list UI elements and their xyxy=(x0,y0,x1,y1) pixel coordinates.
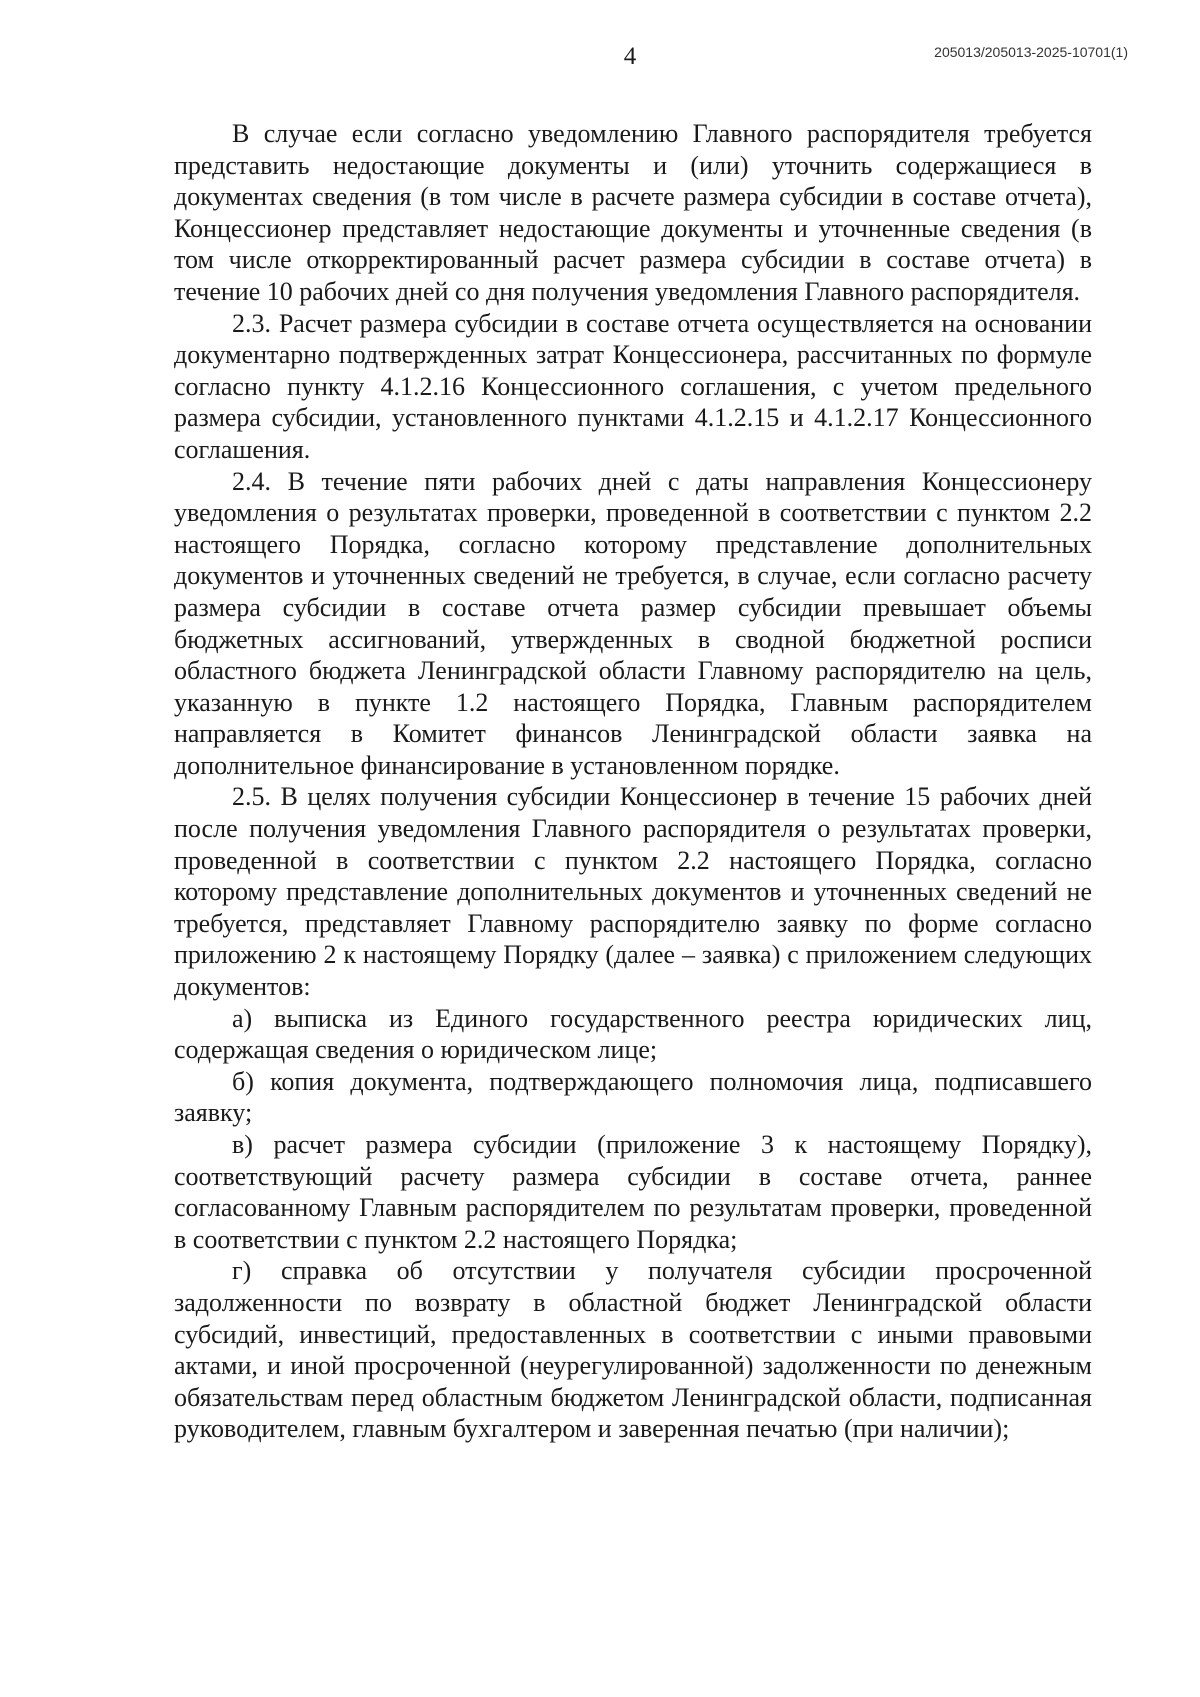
list-item-a: а) выписка из Единого государственного реестра юридических лиц, содержащая сведения о юридическом лице; xyxy=(174,1003,1092,1065)
document-body xyxy=(174,118,1092,1445)
list-item-b: б) копия документа, подтверждающего полномочия лица, подписавшего заявку; xyxy=(174,1066,1092,1128)
paragraph-2-4: 2.4. В течение пяти рабочих дней с даты направления Концессионеру уведомления о результатах проверки, проведенной в соответствии с пунктом 2.2 настоящего Порядка, согласно которому представление дополнительных документов и уточненных сведений не требуется, в случае, если согласно расчету размера субсидии в составе отчета размер субсидии превышает объемы бюджетных ассигнований, утвержденных в сводной бюджетной росписи областного бюджета Ленинградской области Главному распорядителю на цель, указанную в пункте 1.2 настоящего Порядка, Главным распорядителем направляется в Комитет финансов Ленинградской области заявка на дополнительное финансирование в установленном порядке. xyxy=(174,466,1092,780)
list-item-v: в) расчет размера субсидии (приложение 3 к настоящему Порядку), соответствующий расчету размера субсидии в составе отчета, раннее согласованному Главным распорядителем по результатам проверки, проведенной в соответствии с пунктом 2.2 настоящего Порядка; xyxy=(174,1130,1092,1254)
document-id: 205013/205013-2025-10701(1) xyxy=(934,44,1128,60)
page-number: 4 xyxy=(623,43,637,70)
list-item-g: г) справка об отсутствии у получателя субсидии просроченной задолженности по возврату в областной бюджет Ленинградской области субсидий, инвестиций, предоставленных в соответствии с иными правовыми актами, и иной просроченной (неурегулированной) задолженности по денежным обязательствам перед областным бюджетом Ленинградской области, подписанная руководителем, главным бухгалтером и заверенная печатью (при наличии); xyxy=(174,1256,1092,1444)
paragraph-2-5: 2.5. В целях получения субсидии Концессионер в течение 15 рабочих дней после получения уведомления Главного распорядителя о результатах проверки, проведенной в соответствии с пунктом 2.2 настоящего Порядка, согласно которому представление дополнительных документов и уточненных сведений не требуется, представляет Главному распорядителю заявку по форме согласно приложению 2 к настоящему Порядку (далее – заявка) с приложением следующих документов: xyxy=(174,782,1092,1002)
paragraph-notice-response: В случае если согласно уведомлению Главного распорядителя требуется представить недостающие документы и (или) уточнить содержащиеся в документах сведения (в том числе в расчете размера субсидии в составе отчета), Концессионер представляет недостающие документы и уточненные сведения (в том числе откорректированный расчет размера субсидии в составе отчета) в течение 10 рабочих дней со дня получения уведомления Главного распорядителя. xyxy=(174,119,1092,306)
paragraph-2-3: 2.3. Расчет размера субсидии в составе отчета осуществляется на основании документарно подтвержденных затрат Концессионера, рассчитанных по формуле согласно пункту 4.1.2.16 Концессионного соглашения, с учетом предельного размера субсидии, установленного пунктами 4.1.2.15 и 4.1.2.17 Концессионного соглашения. xyxy=(174,308,1092,464)
